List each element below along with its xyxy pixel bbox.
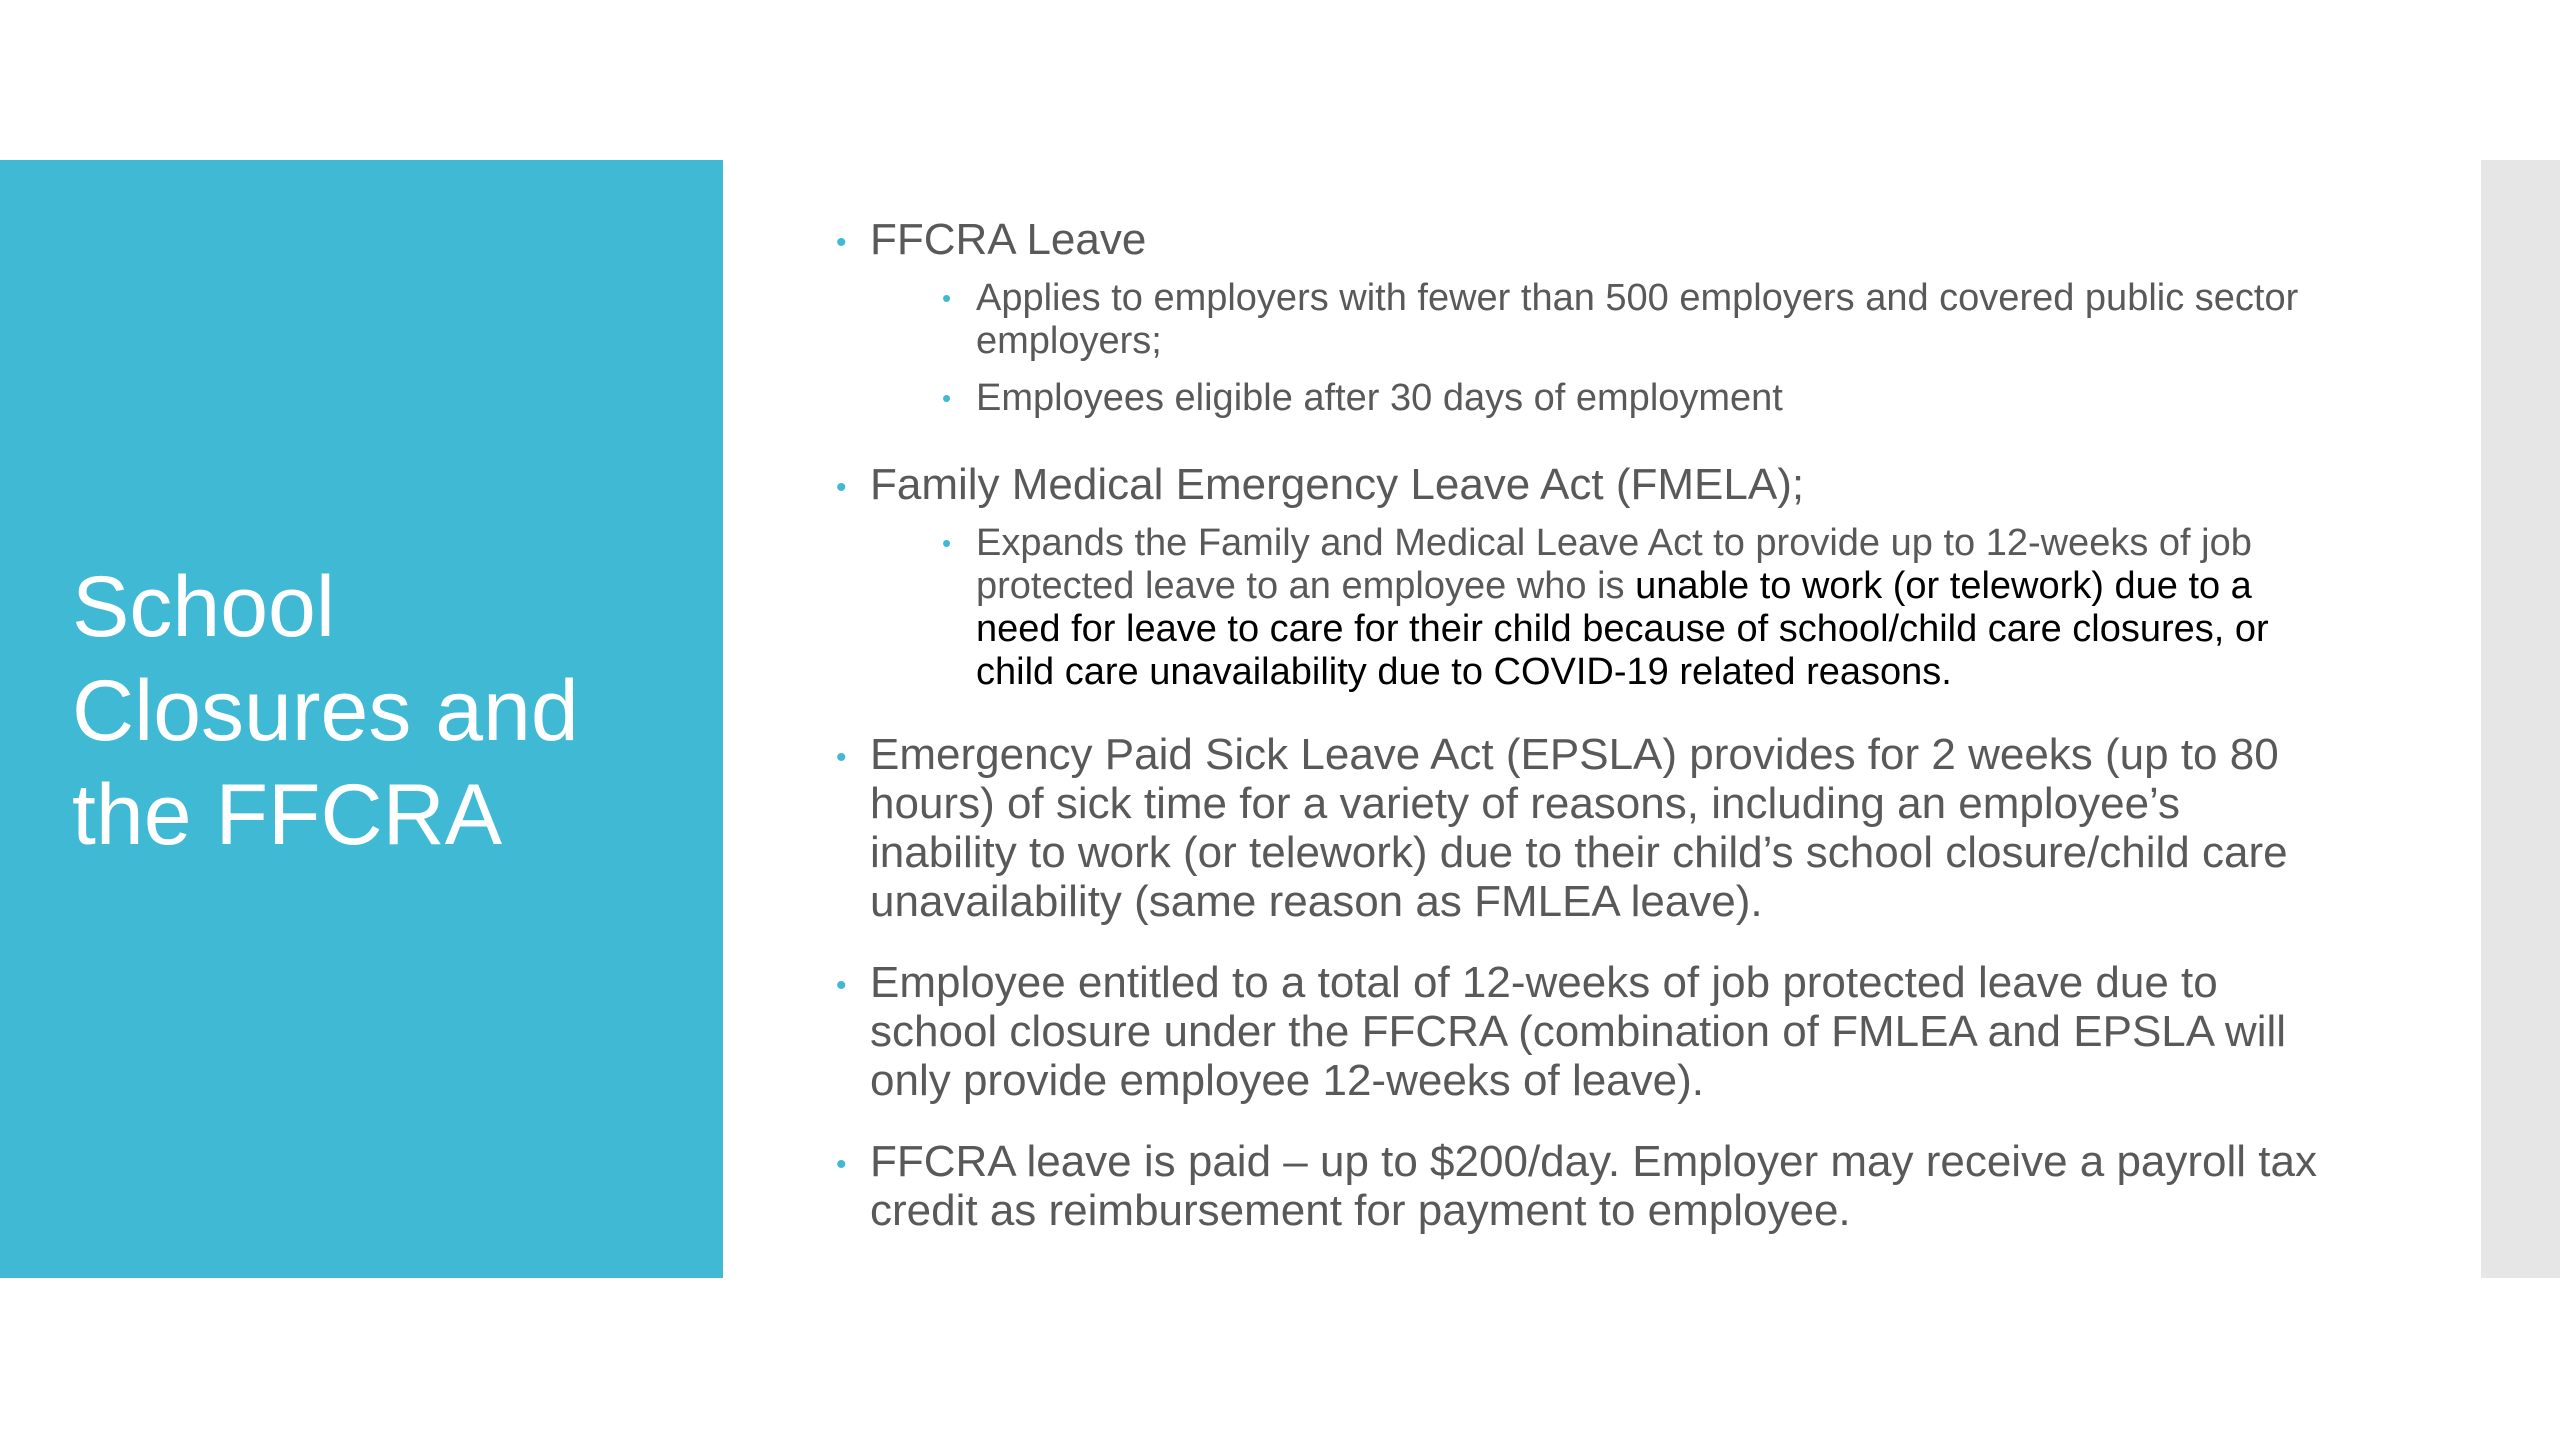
sub-bullet-eligibility — [932, 377, 2326, 420]
bullet-dot-icon: • — [836, 471, 847, 504]
bullet-epsla — [826, 730, 2326, 926]
bullet-text: FFCRA Leave — [870, 215, 1147, 264]
sub-bullet-applies-to-employers — [932, 277, 2326, 363]
bullet-dot-icon: • — [836, 969, 847, 1002]
bullet-text: Family Medical Emergency Leave Act (FMELA); — [870, 460, 1805, 509]
bullet-text: FFCRA leave is paid – up to $200/day. Employer may receive a payroll tax credit as reimbursement for payment to employee. — [870, 1137, 2317, 1235]
bullet-dot-icon: • — [942, 383, 952, 413]
bullet-text: Emergency Paid Sick Leave Act (EPSLA) provides for 2 weeks (up to 80 hours) of sick time for a variety of reasons, including an employee’s inability to work (or telework) due to their child’s school closure/child care unavailability (same reason as FMLEA leave). — [870, 730, 2288, 926]
bullet-dot-icon: • — [836, 226, 847, 259]
bullet-paid-leave — [826, 1137, 2326, 1235]
bullet-list — [826, 215, 2326, 1235]
bullet-dot-icon: • — [942, 283, 952, 313]
sub-bullet-text: Employees eligible after 30 days of employment — [976, 377, 1783, 419]
bullet-dot-icon: • — [942, 528, 952, 558]
sub-bullet-text-prefix: Expands the Family and Medical Leave Act to provide up to 12-weeks of job protected leave to an employee who is — [976, 522, 2252, 607]
right-decorative-strip — [2481, 160, 2560, 1278]
bullet-dot-icon: • — [836, 1148, 847, 1181]
bullet-fmela — [826, 460, 2326, 509]
sub-bullet-fmela-expansion — [932, 522, 2326, 694]
bullet-dot-icon: • — [836, 741, 847, 774]
sub-bullet-text-emphasis: unable to work (or telework) due to a need for leave to care for their child because of school/child care closures, or child care unavailability due to COVID-19 related reasons. — [976, 565, 2269, 693]
bullet-text: Employee entitled to a total of 12-weeks of job protected leave due to school closure under the FFCRA (combination of FMLEA and EPSLA will only provide employee 12-weeks of leave). — [870, 958, 2287, 1105]
slide-title: School Closures and the FFCRA — [72, 559, 579, 863]
bullet-total-leave — [826, 958, 2326, 1105]
sub-bullet-text: Applies to employers with fewer than 500 employers and covered public sector employers; — [976, 277, 2299, 362]
bullet-ffcra-leave — [826, 215, 2326, 264]
